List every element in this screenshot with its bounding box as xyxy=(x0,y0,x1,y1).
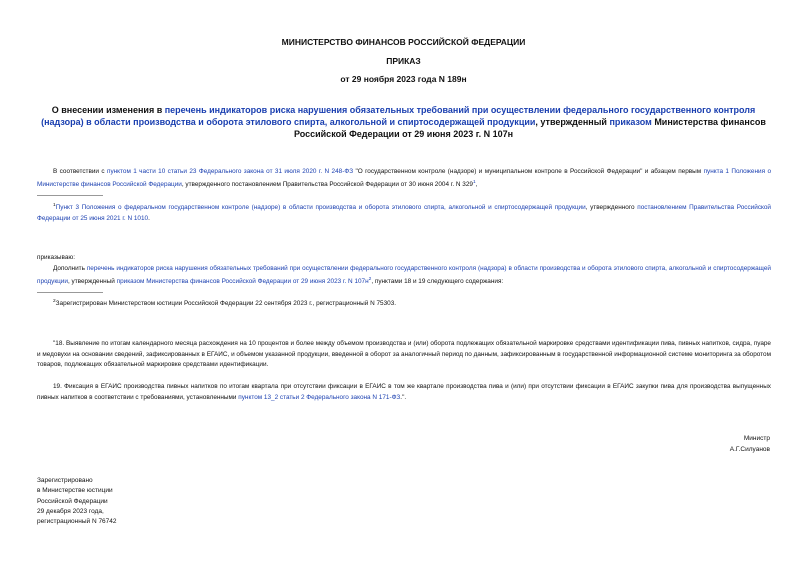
signatory-name: А.Г.Силуанов xyxy=(729,446,770,453)
item-19-text: 19. Фиксация в ЕГАИС производства пивных напитков по итогам квартала при отсутствии фиксации в ЕГАИС в том же квартале производства пива и (или) при отсутствии фиксации в ЕГАИС закупки пива для производства выпущенных пивных напитков в соответствии с требованиями, установленными xyxy=(37,383,771,401)
footnote-divider xyxy=(37,292,103,293)
footnote-link-decree-1010[interactable]: постановлением Правительства Российской Федерации от 25 июня 2021 г. N 1010 xyxy=(37,204,771,222)
footnote-1 xyxy=(37,201,771,224)
footnote-text: , утвержденного xyxy=(585,204,638,212)
preamble-text: , утвержденного постановлением Правительства Российской Федерации от 30 июня 2004 г. N 329 xyxy=(181,180,473,188)
order-link-order-107n[interactable]: приказом Министерства финансов Российской Федерации от 29 июня 2023 г. N 107н xyxy=(116,277,369,285)
title-link-order[interactable]: приказом xyxy=(609,117,652,127)
title-text: Министерства финансов Российской Федерации от 29 июня 2023 г. N 107н xyxy=(293,117,766,139)
ministry-heading: МИНИСТЕРСТВО ФИНАНСОВ РОССИЙСКОЙ ФЕДЕРАЦИИ xyxy=(281,37,526,47)
footnote-text: . xyxy=(148,214,150,222)
footnote-2 xyxy=(37,297,771,310)
preamble-text: В соответствии с xyxy=(53,168,107,175)
registration-line: регистрационный N 76742 xyxy=(37,518,117,526)
order-paragraph xyxy=(37,264,771,287)
preamble-link-law-248[interactable]: пунктом 1 части 10 статьи 23 Федерального закона от 31 июля 2020 г. N 248-ФЗ xyxy=(106,168,354,175)
footnote-mark: 1 xyxy=(53,203,56,208)
title-text: О внесении изменения в xyxy=(51,105,165,115)
order-text: Дополнить xyxy=(53,265,87,272)
order-text: , пунктами 18 и 19 следующего содержания: xyxy=(371,277,504,285)
preamble-link-regulation[interactable]: пункта 1 Положения о Министерстве финансов Российской Федерации xyxy=(37,168,771,188)
preamble-text: , xyxy=(475,180,478,188)
document-type: ПРИКАЗ xyxy=(386,56,421,66)
order-link-indicator-list[interactable]: перечень индикаторов риска нарушения обязательных требований при осуществлении федерального государственного контроля (надзора) в области производства и оборота этилового спирта, алкогольной и спиртосодержащей продукции xyxy=(37,265,771,285)
item-19-text: .". xyxy=(400,393,407,401)
footnote-divider xyxy=(37,195,103,196)
footnote-link-clause-3[interactable]: Пункт 3 Положения о федеральном государственном контроле (надзоре) в области производства и оборота этилового спирта, алкогольной и спиртосодержащей продукции xyxy=(55,204,586,212)
footnote-ref-1[interactable]: 1 xyxy=(472,179,476,185)
preamble-paragraph xyxy=(37,167,771,190)
signatory-position: Министр xyxy=(743,435,770,442)
registration-block xyxy=(37,476,117,527)
footnote-mark: 2 xyxy=(53,299,56,304)
registration-line: Зарегистрировано xyxy=(37,477,93,484)
title-text: , утвержденный xyxy=(535,117,610,127)
item-19-link-law-171[interactable]: пунктом 13_2 статьи 2 Федерального закона N 171-ФЗ xyxy=(238,393,401,401)
order-text: , утвержденный xyxy=(67,277,117,285)
registration-line: в Министерстве юстиции xyxy=(37,487,113,495)
registration-line: 29 декабря 2023 года, xyxy=(37,507,104,515)
footnote-ref-2[interactable]: 2 xyxy=(368,276,372,282)
preamble-text: "О государственном контроле (надзоре) и муниципальном контроле в Российской Федерации" и абзацем первым xyxy=(353,168,704,175)
title-link-indicator-list[interactable]: перечень индикаторов риска нарушения обязательных требований при осуществлении федерального государственного контроля (надзора) в области производства и оборота этилового спирта, алкогольной и спиртосодержащей продукции xyxy=(41,105,756,127)
item-18-paragraph: "18. Выявление по итогам календарного месяца расхождения на 10 процентов и более между объемом производства и (или) оборота подлежащих обязательной маркировке средствами идентификации пива, пивных напитков, сидра, пуаре и медовухи на основании сведений, зафиксированных в ЕГАИС, и объемом указанной продукции, введенной в оборот за аналогичный период по данным, зафиксированным в государственной информационной системе мониторинга за оборотом товаров, подлежащих обязательной маркировке средствами идентификации. xyxy=(37,340,771,368)
order-label: приказываю: xyxy=(37,254,75,261)
item-19-paragraph xyxy=(37,382,771,403)
document-title xyxy=(40,104,767,140)
document-date-number: от 29 ноября 2023 года N 189н xyxy=(340,74,467,84)
registration-line: Российской Федерации xyxy=(37,497,108,505)
footnote-text: Зарегистрирован Министерством юстиции Российской Федерации 22 сентября 2023 г., регистрационный N 75303. xyxy=(55,300,397,308)
